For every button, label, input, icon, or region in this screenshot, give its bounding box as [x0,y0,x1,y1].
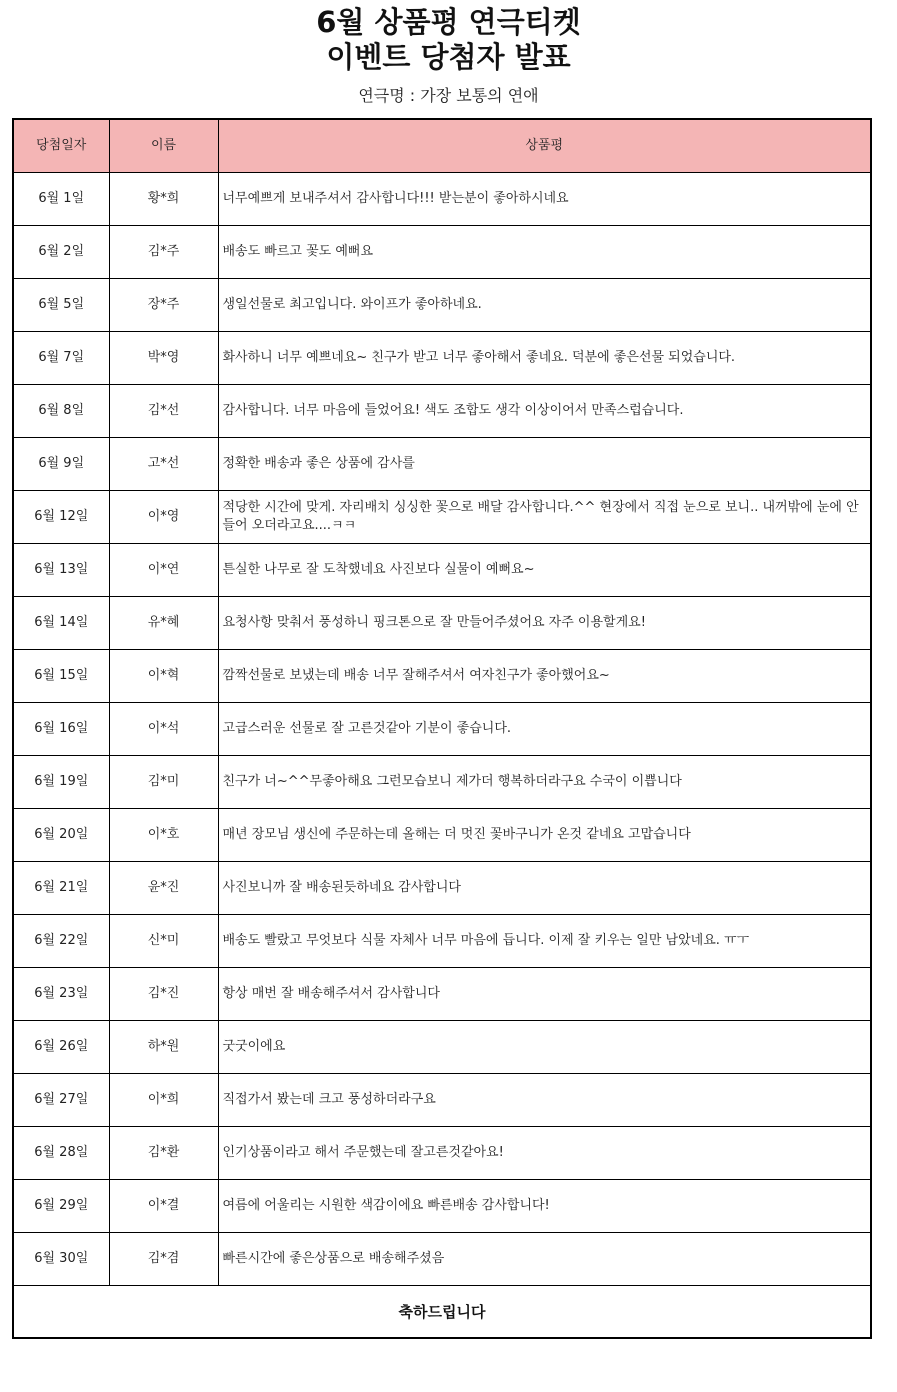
table-row [13,173,871,226]
table-row [13,1180,871,1233]
table-row [13,650,871,703]
winner-review-cell: 튼실한 나무로 잘 도착했네요 사진보다 실물이 예뻐요~ [218,544,871,597]
column-header-date: 당첨일자 [13,119,109,173]
winner-name-cell: 유*혜 [109,597,218,650]
winner-review-cell: 배송도 빠르고 꽃도 예뻐요 [218,226,871,279]
winner-review-cell: 화사하니 너무 예쁘네요~ 친구가 받고 너무 좋아해서 좋네요. 덕분에 좋은선물 되었습니다. [218,332,871,385]
winner-date-cell: 6월 19일 [13,756,109,809]
winner-date-cell: 6월 14일 [13,597,109,650]
winner-date-cell: 6월 29일 [13,1180,109,1233]
table-row [13,491,871,544]
winner-name-cell: 김*진 [109,968,218,1021]
winner-name-cell: 이*혁 [109,650,218,703]
winner-name-cell: 이*희 [109,1074,218,1127]
winner-name-cell: 이*영 [109,491,218,544]
winner-review-cell: 굿굿이에요 [218,1021,871,1074]
header-row [13,119,871,173]
winner-review-cell: 친구가 너~^^무좋아해요 그런모습보니 제가더 행복하더라구요 수국이 이쁩니다 [218,756,871,809]
winner-name-cell: 김*겸 [109,1233,218,1286]
winner-name-cell: 하*원 [109,1021,218,1074]
winner-date-cell: 6월 30일 [13,1233,109,1286]
winner-date-cell: 6월 21일 [13,862,109,915]
table-row [13,1074,871,1127]
winner-date-cell: 6월 20일 [13,809,109,862]
table-row [13,1127,871,1180]
winners-table-header [13,119,871,173]
table-row [13,597,871,650]
winner-name-cell: 김*미 [109,756,218,809]
footer-row [13,1286,871,1339]
winner-date-cell: 6월 22일 [13,915,109,968]
table-row [13,968,871,1021]
winner-date-cell: 6월 23일 [13,968,109,1021]
winner-date-cell: 6월 12일 [13,491,109,544]
winner-review-cell: 감사합니다. 너무 마음에 들었어요! 색도 조합도 생각 이상이어서 만족스럽습니다. [218,385,871,438]
table-row [13,756,871,809]
winner-date-cell: 6월 27일 [13,1074,109,1127]
winner-name-cell: 장*주 [109,279,218,332]
table-row [13,1021,871,1074]
table-row [13,544,871,597]
winner-review-cell: 요청사항 맞춰서 풍성하니 핑크톤으로 잘 만들어주셨어요 자주 이용할게요! [218,597,871,650]
table-row [13,438,871,491]
table-row [13,862,871,915]
winners-table-footer [13,1286,871,1339]
winner-review-cell: 매년 장모님 생신에 주문하는데 올해는 더 멋진 꽃바구니가 온것 같네요 고맙습니다 [218,809,871,862]
table-row [13,1233,871,1286]
table-row [13,703,871,756]
winner-name-cell: 이*연 [109,544,218,597]
page-title-line-1: 6월 상품평 연극티켓 [316,5,581,39]
winner-review-cell: 배송도 빨랐고 무엇보다 식물 자체사 너무 마음에 듭니다. 이제 잘 키우는 일만 남았네요. ㅠㅜ [218,915,871,968]
winner-name-cell: 고*선 [109,438,218,491]
winner-review-cell: 정확한 배송과 좋은 상품에 감사를 [218,438,871,491]
winner-name-cell: 김*주 [109,226,218,279]
winner-date-cell: 6월 2일 [13,226,109,279]
table-row [13,385,871,438]
page-title-line-2: 이벤트 당첨자 발표 [326,40,571,74]
winner-review-cell: 사진보니까 잘 배송된듯하네요 감사합니다 [218,862,871,915]
winner-date-cell: 6월 15일 [13,650,109,703]
winner-date-cell: 6월 9일 [13,438,109,491]
winner-name-cell: 신*미 [109,915,218,968]
congratulations-text: 축하드립니다 [13,1286,871,1339]
winner-name-cell: 김*선 [109,385,218,438]
winners-table-body [13,173,871,1286]
winner-review-cell: 빠른시간에 좋은상품으로 배송해주셨음 [218,1233,871,1286]
winner-name-cell: 이*결 [109,1180,218,1233]
winner-review-cell: 고급스러운 선물로 잘 고른것같아 기분이 좋습니다. [218,703,871,756]
column-header-review: 상품평 [218,119,871,173]
winner-review-cell: 직접가서 봤는데 크고 풍성하더라구요 [218,1074,871,1127]
winner-date-cell: 6월 1일 [13,173,109,226]
winner-name-cell: 박*영 [109,332,218,385]
winner-name-cell: 이*석 [109,703,218,756]
winner-date-cell: 6월 26일 [13,1021,109,1074]
winner-review-cell: 깜짝선물로 보냈는데 배송 너무 잘해주셔서 여자친구가 좋아했어요~ [218,650,871,703]
table-row [13,915,871,968]
winner-review-cell: 여름에 어울리는 시원한 색감이에요 빠른배송 감사합니다! [218,1180,871,1233]
winner-review-cell: 인기상품이라고 해서 주문했는데 잘고른것같아요! [218,1127,871,1180]
winner-date-cell: 6월 16일 [13,703,109,756]
table-row [13,226,871,279]
winner-date-cell: 6월 8일 [13,385,109,438]
winner-review-cell: 너무예쁘게 보내주셔서 감사합니다!!! 받는분이 좋아하시네요 [218,173,871,226]
table-row [13,332,871,385]
winner-name-cell: 윤*진 [109,862,218,915]
winner-date-cell: 6월 28일 [13,1127,109,1180]
winners-table [12,118,872,1339]
column-header-name: 이름 [109,119,218,173]
winner-name-cell: 황*희 [109,173,218,226]
winner-name-cell: 김*환 [109,1127,218,1180]
winner-review-cell: 항상 매번 잘 배송해주셔서 감사합니다 [218,968,871,1021]
winner-review-cell: 적당한 시간에 맞게. 자리배치 싱싱한 꽃으로 배달 감사합니다.^^ 현장에서 직접 눈으로 보니.. 내꺼밖에 눈에 안들어 오더라고요....ㅋㅋ [218,491,871,544]
table-row [13,279,871,332]
winner-name-cell: 이*호 [109,809,218,862]
winner-date-cell: 6월 5일 [13,279,109,332]
winner-review-cell: 생일선물로 최고입니다. 와이프가 좋아하네요. [218,279,871,332]
winner-date-cell: 6월 7일 [13,332,109,385]
table-row [13,809,871,862]
winner-date-cell: 6월 13일 [13,544,109,597]
play-name-subtitle: 연극명 : 가장 보통의 연애 [358,86,539,105]
